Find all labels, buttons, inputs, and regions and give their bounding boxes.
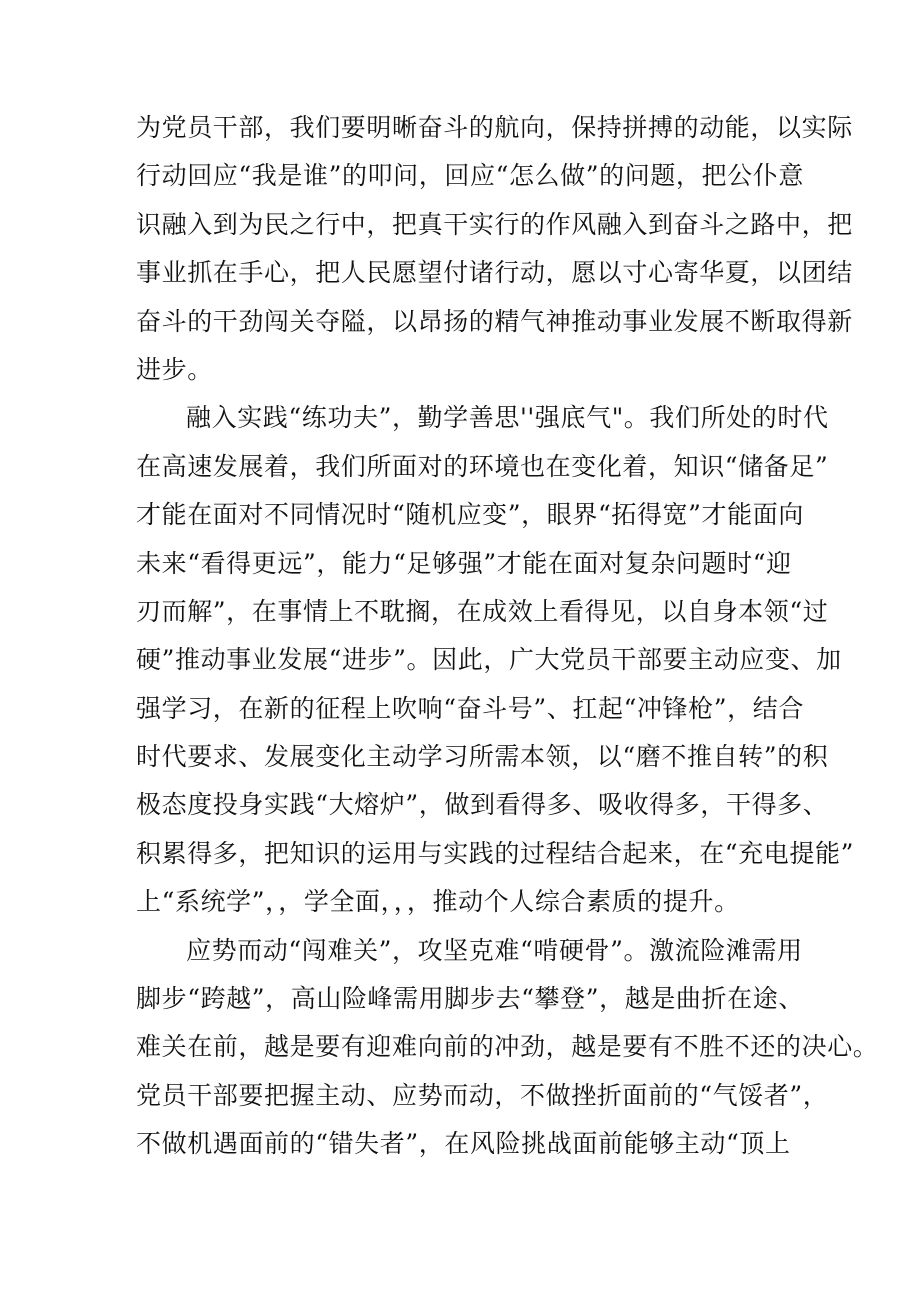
text-line: 脚步“跨越”，高山险峰需用脚步去“攀登”，越是曲折在途、 [136, 984, 804, 1014]
text-line: 奋斗的干劲闯关夺隘，以昂扬的精气神推动事业发展不断取得新 [136, 306, 853, 336]
text-line: 积累得多，把知识的运用与实践的过程结合起来，在“充电提能” [136, 838, 854, 868]
text-line: 在高速发展着，我们所面对的环境也在变化着，知识“储备足” [136, 451, 829, 481]
text-line: 才能在面对不同情况时“随机应变”，眼界“拓得宽”才能面向 [136, 500, 804, 530]
text-line: 极态度投身实践“大熔炉”，做到看得多、吸收得多，干得多、 [136, 790, 829, 820]
body-text [136, 104, 879, 1169]
text-line: 强学习，在新的征程上吹响“奋斗号”、扛起“冲锋枪”，结合 [136, 693, 804, 723]
text-line: 上“系统学”，，学全面，，，推动个人综合素质的提升。 [136, 887, 740, 917]
text-line: 为党员干部，我们要明晰奋斗的航向，保持拼搏的动能，以实际 [136, 113, 853, 142]
paragraph-first-line: 融入实践“练功夫”，勤学善思''强底气"。我们所处的时代 [186, 403, 829, 433]
text-line: 不做机遇面前的“错失者”，在风险挑战面前能够主动“顶上 [136, 1129, 791, 1159]
text-line: 难关在前，越是要有迎难向前的冲劲，越是要有不胜不还的决心。 [136, 1032, 879, 1062]
text-line: 硬”推动事业发展“进步”。因此，广大党员干部要主动应变、加 [136, 645, 842, 675]
text-line: 党员干部要把握主动、应势而动，不做挫折面前的“气馁者”， [136, 1080, 829, 1110]
text-line: 行动回应“我是谁”的叩问，回应“怎么做”的问题，把公仆意 [136, 161, 804, 191]
paragraph-first-line: 应势而动“闯难关”，攻坚克难“啃硬骨”。激流险滩需用 [186, 935, 803, 965]
text-line: 进步。 [136, 354, 213, 384]
text-line: 刃而解”，在事情上不耽搁，在成效上看得见，以自身本领“过 [136, 596, 829, 626]
text-line: 识融入到为民之行中，把真干实行的作风融入到奋斗之路中，把 [136, 209, 853, 239]
text-line: 事业抓在手心，把人民愿望付诸行动，愿以寸心寄华夏，以团结 [136, 258, 853, 288]
text-line: 未来“看得更远”，能力“足够强”才能在面对复杂问题时“迎 [136, 548, 792, 578]
text-line: 时代要求、发展变化主动学习所需本领，以“磨不推自转”的积 [136, 742, 829, 772]
